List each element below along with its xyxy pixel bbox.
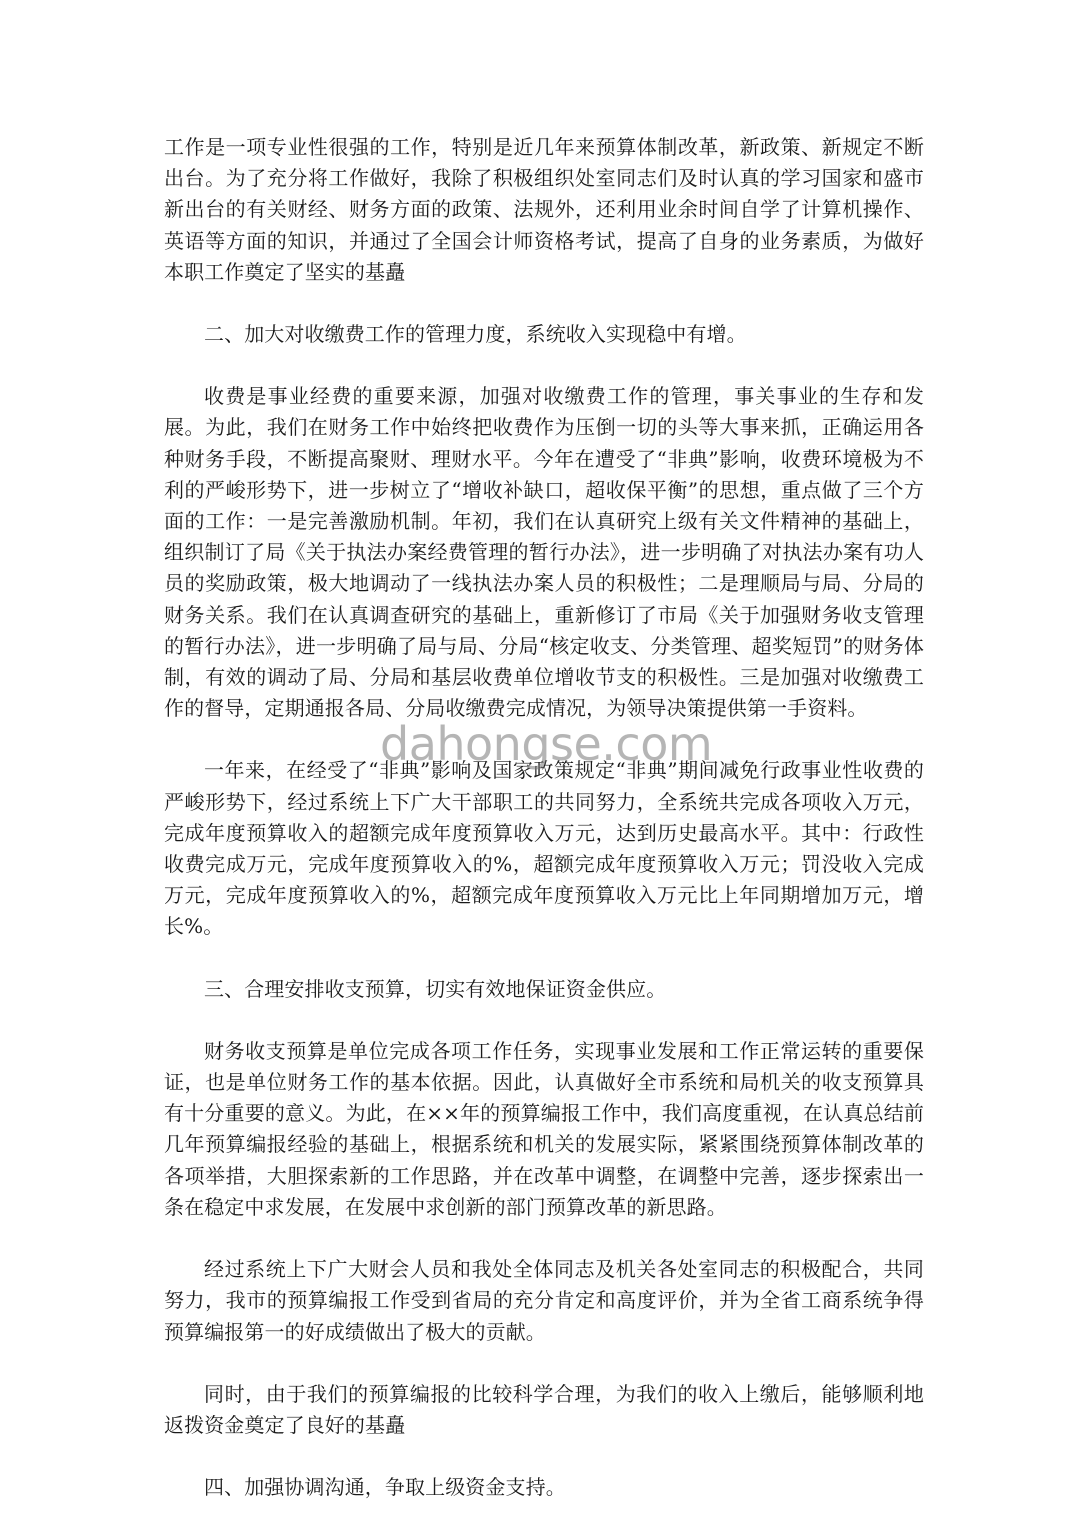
paragraph-budget-importance: 财务收支预算是单位完成各项工作任务，实现事业发展和工作正常运转的重要保证，也是单位财务工作的基本依据。因此，认真做好全市系统和局机关的收支预算具有十分重要的意义。为此，在××年的预算编报工作中，我们高度重视，在认真总结前几年预算编报经验的基础上，根据系统和机关的发展实际，紧紧围绕预算体制改革的各项举措，大胆探索新的工作思路，并在改革中调整，在调整中完善，逐步探索出一条在稳定中求发展，在发展中求创新的部门预算改革的新思路。 (164, 1038, 924, 1219)
paragraph-fee-management: 收费是事业经费的重要来源，加强对收缴费工作的管理，事关事业的生存和发展。为此，我们在财务工作中始终把收费作为压倒一切的头等大事来抓，正确运用各种财务手段，不断提高聚财、理财水平。今年在遭受了“非典”影响，收费环境极为不利的严峻形势下，进一步树立了“增收补缺口，超收保平衡”的思想，重点做了三个方面的工作：一是完善激励机制。年初，我们在认真研究上级有关文件精神的基础上，组织制订了局《关于执法办案经费管理的暂行办法》，进一步明确了对执法办案有功人员的奖励政策，极大地调动了一线执法办案人员的积极性；二是理顺局与局、分局的财务关系。我们在认真调查研究的基础上，重新修订了市局《关于加强财务收支管理的暂行办法》，进一步明确了局与局、分局“核定收支、分类管理、超奖短罚”的财务体制，有效的调动了局、分局和基层收费单位增收节支的积极性。三是加强对收缴费工作的督导，定期通报各局、分局收缴费完成情况，为领导决策提供第一手资料。 (164, 384, 924, 721)
paragraph-annual-revenue: 一年来，在经受了“非典”影响及国家政策规定“非典”期间减免行政事业性收费的严峻形势下，经过系统上下广大干部职工的共同努力，全系统共完成各项收入万元，完成年度预算收入的超额完成年度预算收入万元，达到历史最高水平。其中：行政性收费完成万元，完成年度预算收入的%，超额完成年度预算收入万元；罚没收入完成万元，完成年度预算收入的%，超额完成年度预算收入万元比上年同期增加万元，增长%。 (164, 758, 924, 939)
document-body (164, 132, 924, 1503)
section-heading-2: 二、加大对收缴费工作的管理力度，系统收入实现稳中有增。 (204, 322, 747, 347)
paragraph-gap (164, 1441, 924, 1472)
section-heading-4: 四、加强协调沟通，争取上级资金支持。 (204, 1475, 566, 1500)
paragraph-gap (164, 1348, 924, 1379)
section-heading-3: 三、合理安排收支预算，切实有效地保证资金供应。 (204, 976, 667, 1001)
site-watermark: dahongse.com (380, 717, 713, 771)
paragraph-gap (164, 943, 924, 974)
paragraph-budget-achievement: 经过系统上下广大财会人员和我处全体同志及机关各处室同志的积极配合，共同努力，我市的预算编报工作受到省局的充分肯定和高度评价，并为全省工商系统争得预算编报第一的好成绩做出了极大的贡献。 (164, 1257, 924, 1344)
paragraph-fund-return: 同时，由于我们的预算编报的比较科学合理，为我们的收入上缴后，能够顺利地返拨资金奠定了良好的基矗 (164, 1381, 924, 1437)
paragraph-gap (164, 350, 924, 381)
paragraph-continued-intro: 工作是一项专业性很强的工作，特别是近几年来预算体制改革，新政策、新规定不断出台。为了充分将工作做好，我除了积极组织处室同志们及时认真的学习国家和盛市新出台的有关财经、财务方面的政策、法规外，还利用业余时间自学了计算机操作、英语等方面的知识，并通过了全国会计师资格考试，提高了自身的业务素质，为做好本职工作奠定了坚实的基矗 (164, 135, 924, 284)
paragraph-gap (164, 724, 924, 755)
paragraph-gap (164, 1223, 924, 1254)
paragraph-gap (164, 288, 924, 319)
paragraph-gap (164, 1005, 924, 1036)
